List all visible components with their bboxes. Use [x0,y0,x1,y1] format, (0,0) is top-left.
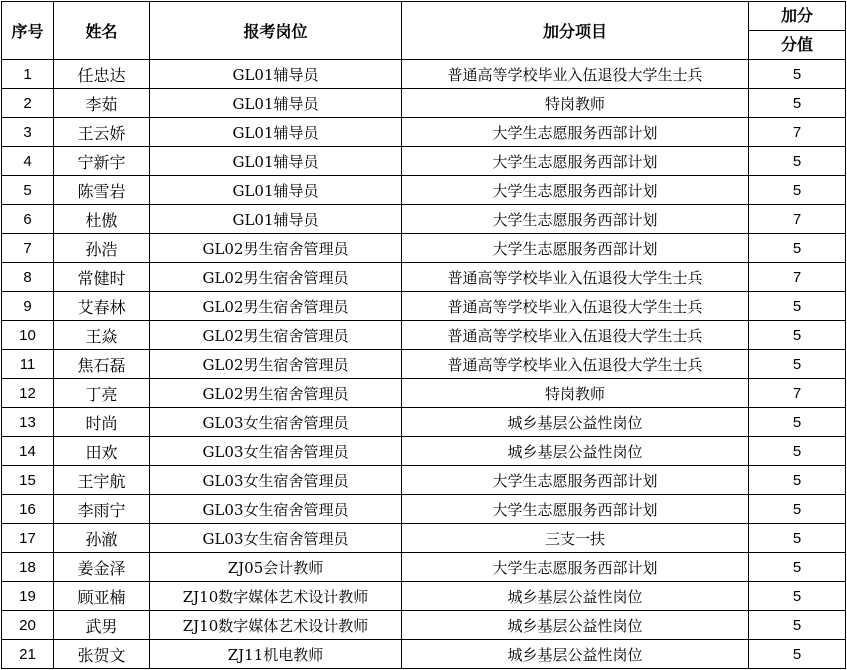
table-row [2,582,846,611]
table-row [2,495,846,524]
table-row [2,321,846,350]
cell-post: GL02男生宿舍管理员 [150,234,402,263]
header-score [749,2,846,60]
cell-post: GL02男生宿舍管理员 [150,321,402,350]
cell-post: GL02男生宿舍管理员 [150,350,402,379]
cell-score: 7 [749,379,846,408]
cell-score: 5 [749,611,846,640]
cell-score: 5 [749,234,846,263]
cell-name: 田欢 [54,437,150,466]
cell-item: 大学生志愿服务西部计划 [402,205,749,234]
table-row [2,263,846,292]
cell-index: 21 [2,640,54,669]
table-row [2,118,846,147]
cell-item: 大学生志愿服务西部计划 [402,495,749,524]
table-row [2,379,846,408]
cell-item: 城乡基层公益性岗位 [402,611,749,640]
cell-post: GL02男生宿舍管理员 [150,379,402,408]
cell-index: 15 [2,466,54,495]
cell-post: GL01辅导员 [150,89,402,118]
cell-index: 8 [2,263,54,292]
cell-score: 5 [749,350,846,379]
cell-name: 孙浩 [54,234,150,263]
cell-index: 9 [2,292,54,321]
cell-score: 7 [749,205,846,234]
cell-item: 大学生志愿服务西部计划 [402,466,749,495]
cell-score: 5 [749,553,846,582]
cell-name: 孙澈 [54,524,150,553]
cell-score: 5 [749,495,846,524]
cell-score: 5 [749,466,846,495]
cell-item: 大学生志愿服务西部计划 [402,553,749,582]
header-name: 姓名 [54,2,150,60]
cell-item: 大学生志愿服务西部计划 [402,147,749,176]
header-index: 序号 [2,2,54,60]
cell-index: 3 [2,118,54,147]
table-row [2,89,846,118]
cell-item: 城乡基层公益性岗位 [402,408,749,437]
cell-item: 城乡基层公益性岗位 [402,640,749,669]
cell-index: 10 [2,321,54,350]
table-row [2,205,846,234]
cell-post: ZJ10数字媒体艺术设计教师 [150,582,402,611]
cell-post: GL02男生宿舍管理员 [150,292,402,321]
cell-post: GL01辅导员 [150,147,402,176]
cell-post: GL03女生宿舍管理员 [150,495,402,524]
cell-index: 2 [2,89,54,118]
cell-score: 5 [749,147,846,176]
cell-index: 5 [2,176,54,205]
cell-post: GL02男生宿舍管理员 [150,263,402,292]
table-row [2,292,846,321]
cell-item: 普通高等学校毕业入伍退役大学生士兵 [402,321,749,350]
cell-score: 5 [749,524,846,553]
cell-name: 艾春林 [54,292,150,321]
cell-name: 任忠达 [54,60,150,89]
cell-name: 姜金泽 [54,553,150,582]
cell-score: 5 [749,408,846,437]
cell-item: 城乡基层公益性岗位 [402,437,749,466]
table-row [2,437,846,466]
header-item: 加分项目 [402,2,749,60]
cell-item: 三支一扶 [402,524,749,553]
cell-item: 普通高等学校毕业入伍退役大学生士兵 [402,350,749,379]
cell-name: 李雨宁 [54,495,150,524]
cell-post: ZJ05会计教师 [150,553,402,582]
header-score-line2: 分值 [780,35,813,54]
table-row [2,466,846,495]
table-row [2,640,846,669]
cell-index: 18 [2,553,54,582]
cell-index: 19 [2,582,54,611]
cell-index: 20 [2,611,54,640]
cell-item: 特岗教师 [402,89,749,118]
cell-score: 7 [749,263,846,292]
cell-score: 5 [749,292,846,321]
cell-post: ZJ11机电教师 [150,640,402,669]
table-row [2,524,846,553]
table-row [2,408,846,437]
cell-name: 时尚 [54,408,150,437]
table-row [2,147,846,176]
cell-post: GL01辅导员 [150,205,402,234]
table-row [2,60,846,89]
cell-name: 张贺文 [54,640,150,669]
cell-post: GL03女生宿舍管理员 [150,408,402,437]
cell-index: 11 [2,350,54,379]
cell-item: 普通高等学校毕业入伍退役大学生士兵 [402,263,749,292]
cell-item: 大学生志愿服务西部计划 [402,234,749,263]
cell-item: 城乡基层公益性岗位 [402,582,749,611]
table-header [2,2,846,60]
cell-index: 12 [2,379,54,408]
cell-name: 常健时 [54,263,150,292]
cell-post: GL01辅导员 [150,60,402,89]
cell-index: 4 [2,147,54,176]
cell-post: GL03女生宿舍管理员 [150,524,402,553]
cell-item: 普通高等学校毕业入伍退役大学生士兵 [402,292,749,321]
cell-post: GL03女生宿舍管理员 [150,437,402,466]
cell-name: 王宇航 [54,466,150,495]
cell-index: 1 [2,60,54,89]
cell-score: 5 [749,640,846,669]
cell-name: 李茹 [54,89,150,118]
cell-name: 顾亚楠 [54,582,150,611]
cell-index: 16 [2,495,54,524]
header-row [2,2,846,60]
cell-index: 14 [2,437,54,466]
cell-item: 大学生志愿服务西部计划 [402,176,749,205]
cell-name: 宁新宇 [54,147,150,176]
cell-item: 普通高等学校毕业入伍退役大学生士兵 [402,60,749,89]
header-post: 报考岗位 [150,2,402,60]
cell-index: 13 [2,408,54,437]
cell-score: 5 [749,321,846,350]
cell-post: GL01辅导员 [150,118,402,147]
table-row [2,350,846,379]
bonus-points-table [1,1,846,669]
cell-name: 陈雪岩 [54,176,150,205]
cell-post: ZJ10数字媒体艺术设计教师 [150,611,402,640]
header-score-line1: 加分 [749,2,845,31]
cell-score: 5 [749,176,846,205]
cell-name: 王焱 [54,321,150,350]
table-row [2,176,846,205]
cell-index: 7 [2,234,54,263]
cell-index: 6 [2,205,54,234]
table-body [2,60,846,669]
table-row [2,234,846,263]
cell-score: 5 [749,437,846,466]
cell-item: 大学生志愿服务西部计划 [402,118,749,147]
cell-score: 7 [749,118,846,147]
cell-score: 5 [749,89,846,118]
cell-item: 特岗教师 [402,379,749,408]
cell-name: 杜傲 [54,205,150,234]
cell-name: 王云娇 [54,118,150,147]
cell-post: GL01辅导员 [150,176,402,205]
table-row [2,553,846,582]
cell-name: 丁亮 [54,379,150,408]
cell-post: GL03女生宿舍管理员 [150,466,402,495]
cell-name: 焦石磊 [54,350,150,379]
cell-name: 武男 [54,611,150,640]
cell-index: 17 [2,524,54,553]
table-row [2,611,846,640]
cell-score: 5 [749,60,846,89]
cell-score: 5 [749,582,846,611]
